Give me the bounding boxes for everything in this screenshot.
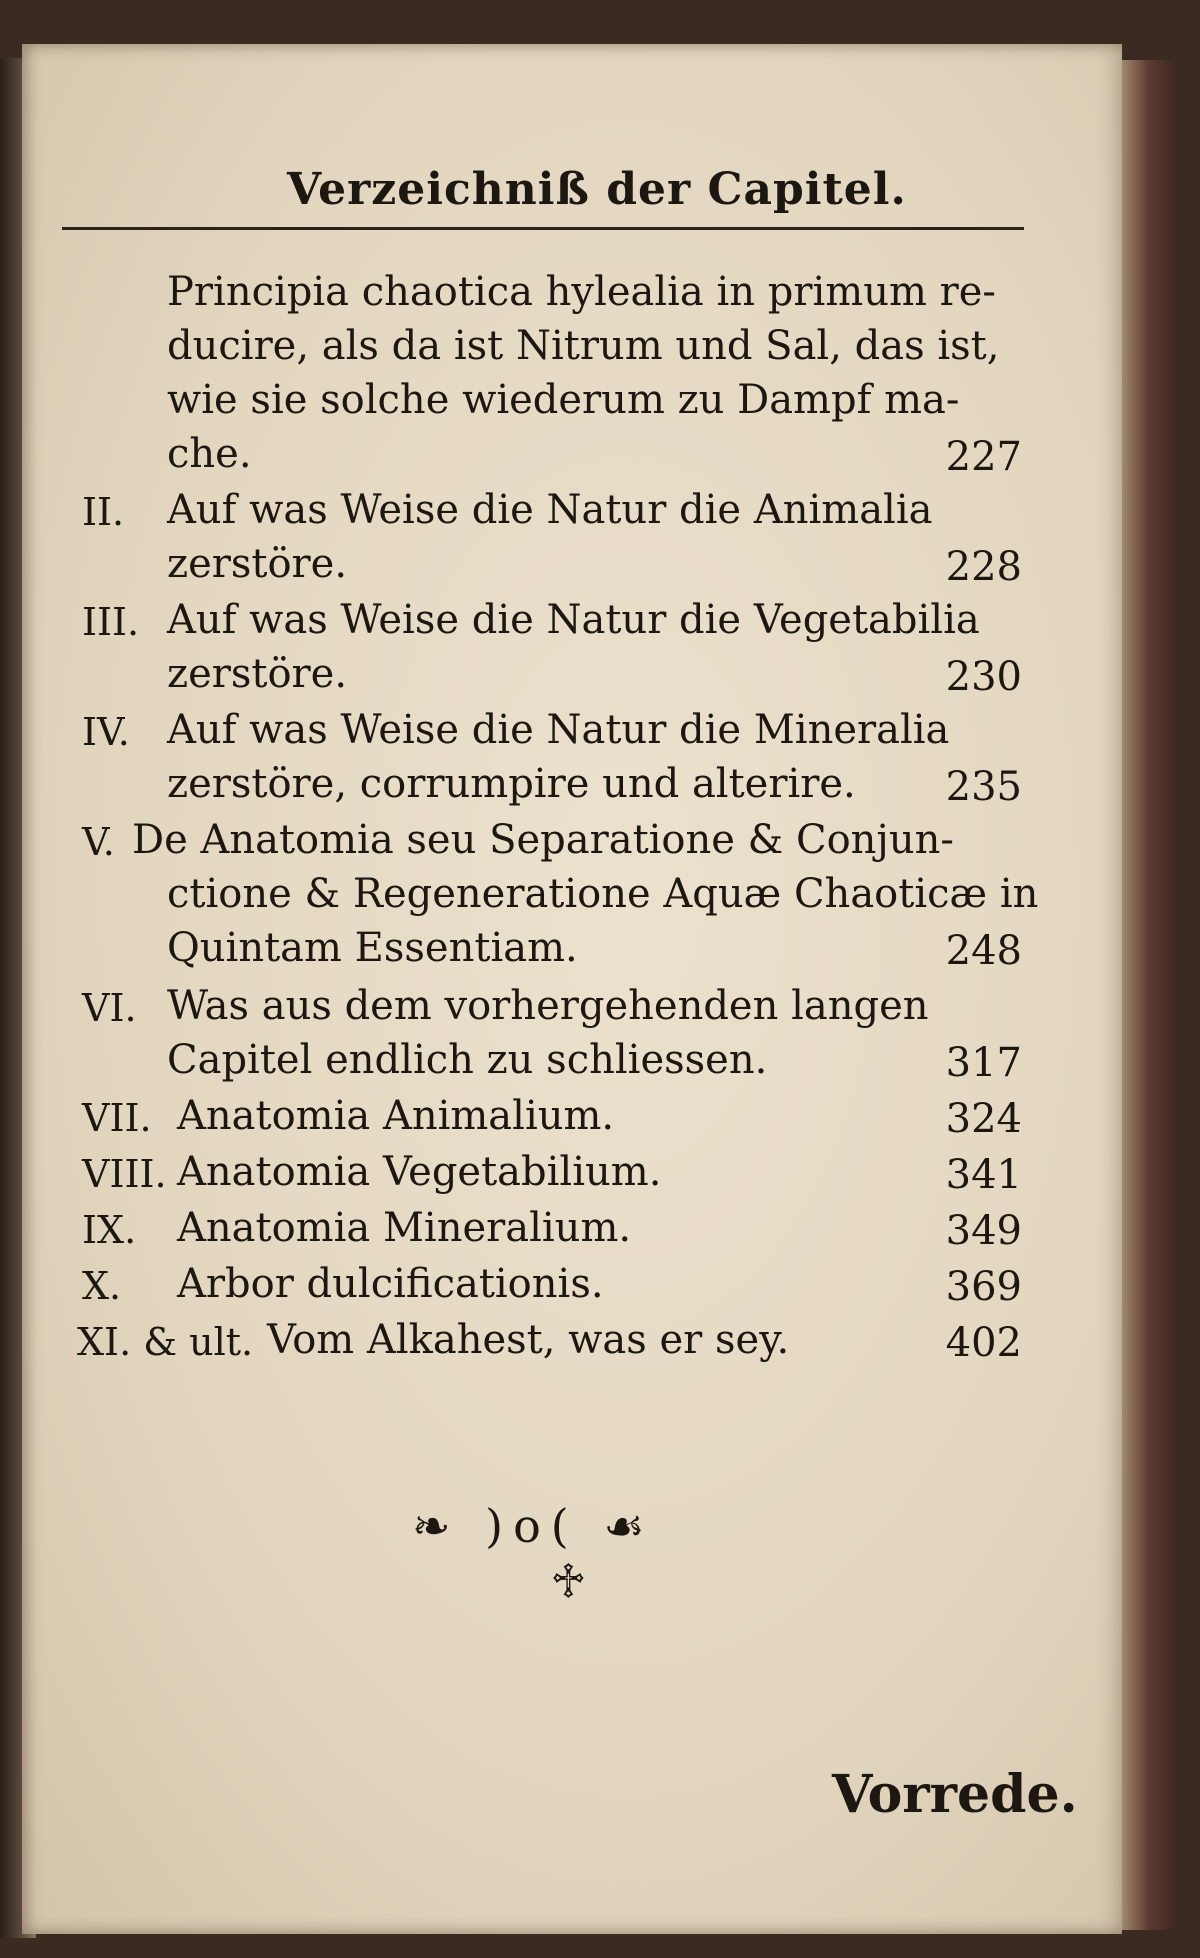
entry-line: wie sie solche wiederum zu Dampf ma- [167, 377, 960, 423]
page-number: 230 [945, 654, 1022, 700]
entry-line: zerstöre. [167, 651, 348, 697]
page-number: 228 [945, 544, 1022, 590]
entry-line: Anatomia Mineralium. [177, 1205, 632, 1251]
head-rule [62, 227, 1024, 230]
catchword: Vorrede. [832, 1764, 1078, 1825]
chapter-number: VII. [82, 1096, 152, 1140]
entry-line: zerstöre. [167, 541, 348, 587]
book-page [22, 44, 1122, 1934]
page-number: 227 [945, 434, 1022, 480]
page-number: 235 [945, 764, 1022, 810]
entry-line: ducire, als da ist Nitrum und Sal, das ist, [167, 323, 1000, 369]
entry-line: Vom Alkahest, was er sey. [267, 1317, 790, 1363]
ornament-bottom-icon: ♱ [550, 1554, 587, 1610]
chapter-number: V. [82, 820, 115, 864]
entry-line: Auf was Weise die Natur die Mineralia [167, 707, 950, 753]
page-number: 317 [945, 1040, 1022, 1086]
entry-line: Quintam Essentiam. [167, 925, 578, 971]
entry-line: Arbor dulcificationis. [177, 1261, 604, 1307]
entry-line: Auf was Weise die Natur die Animalia [167, 487, 933, 533]
page-number: 324 [945, 1096, 1022, 1142]
entry-line: Principia chaotica hylealia in primum re- [167, 269, 996, 315]
chapter-number: VIII. [82, 1152, 167, 1196]
page-number: 341 [945, 1152, 1022, 1198]
chapter-number: IV. [82, 710, 130, 754]
ornament-fleuron: ❧ )o( ☙ [412, 1499, 655, 1553]
chapter-number: VI. [82, 986, 137, 1030]
chapter-number: XI. & ult. [77, 1320, 254, 1364]
entry-line: Capitel endlich zu schliessen. [167, 1037, 768, 1083]
page-number: 402 [945, 1320, 1022, 1366]
entry-line: che. [167, 431, 252, 477]
entry-line: Was aus dem vorhergehenden langen [167, 983, 929, 1029]
entry-line: Anatomia Vegetabilium. [177, 1149, 662, 1195]
chapter-number: III. [82, 600, 140, 644]
entry-line: De Anatomia seu Separatione & Conjun- [132, 817, 954, 863]
chapter-number: IX. [82, 1208, 137, 1252]
page-number: 349 [945, 1208, 1022, 1254]
entry-line: Auf was Weise die Natur die Vegetabilia [167, 597, 980, 643]
page-number: 248 [945, 928, 1022, 974]
running-head: Verzeichniß der Capitel. [287, 164, 907, 215]
chapter-number: II. [82, 490, 125, 534]
chapter-number: X. [82, 1264, 122, 1308]
entry-line: ctione & Regeneratione Aquæ Chaoticæ in [167, 871, 1039, 917]
page-number: 369 [945, 1264, 1022, 1310]
entry-line: zerstöre, corrumpire und alterire. [167, 761, 856, 807]
entry-line: Anatomia Animalium. [177, 1093, 615, 1139]
